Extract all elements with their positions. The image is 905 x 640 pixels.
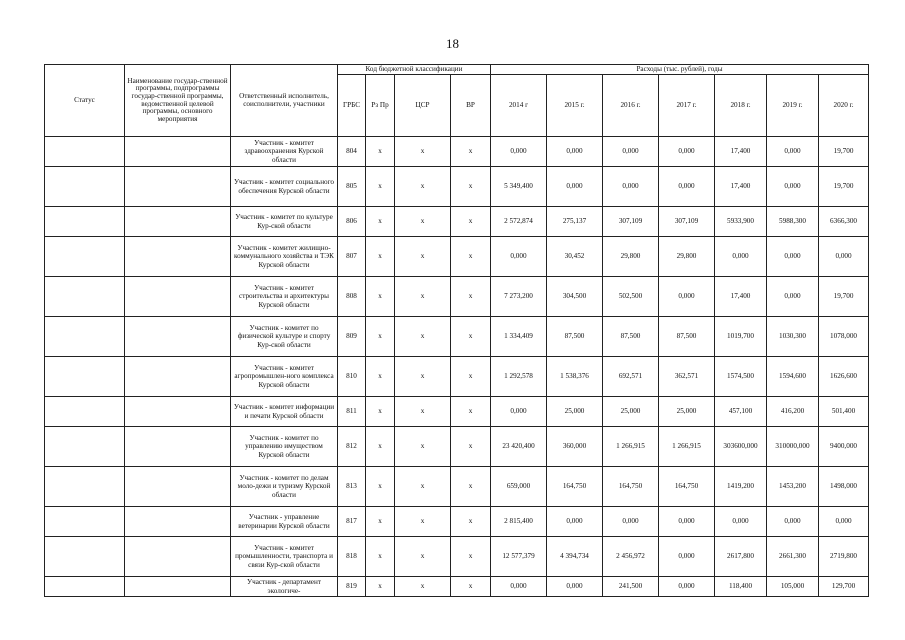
csr-cell: х <box>395 317 451 357</box>
expense-value-cell: 0,000 <box>603 167 659 207</box>
table-row <box>45 577 869 597</box>
status-cell <box>45 427 125 467</box>
program-name-cell <box>125 467 231 507</box>
csr-cell: х <box>395 277 451 317</box>
vr-cell: х <box>451 427 491 467</box>
expense-value-cell: 659,000 <box>491 467 547 507</box>
expense-value-cell: 0,000 <box>547 507 603 537</box>
program-name-cell <box>125 277 231 317</box>
vr-cell: х <box>451 507 491 537</box>
expense-value-cell: 0,000 <box>715 237 767 277</box>
vr-cell: х <box>451 137 491 167</box>
expense-value-cell: 87,500 <box>659 317 715 357</box>
participant-cell: Участник - комитет здравоохранения Курской области <box>231 137 338 167</box>
expense-value-cell: 0,000 <box>547 137 603 167</box>
csr-cell: х <box>395 537 451 577</box>
expense-value-cell: 1626,600 <box>819 357 869 397</box>
expense-value-cell: 502,500 <box>603 277 659 317</box>
vr-cell: х <box>451 537 491 577</box>
table-row <box>45 237 869 277</box>
vr-cell: х <box>451 167 491 207</box>
expense-value-cell: 0,000 <box>659 537 715 577</box>
expense-value-cell: 9400,000 <box>819 427 869 467</box>
header-program-name: Наименование государ-ственной программы, подпрограммы государ-ственной программы, ведомственной целевой программы, основного мероприятия <box>125 65 231 137</box>
expense-value-cell: 105,000 <box>767 577 819 597</box>
expense-value-cell: 362,571 <box>659 357 715 397</box>
expense-value-cell: 17,400 <box>715 277 767 317</box>
expense-value-cell: 25,000 <box>547 397 603 427</box>
rzpr-cell: х <box>366 137 395 167</box>
expense-value-cell: 307,109 <box>603 207 659 237</box>
csr-cell: х <box>395 357 451 397</box>
rzpr-cell: х <box>366 427 395 467</box>
rzpr-cell: х <box>366 537 395 577</box>
expense-value-cell: 1078,000 <box>819 317 869 357</box>
participant-cell: Участник - комитет агропромышлен-ного комплекса Курской области <box>231 357 338 397</box>
expense-value-cell: 457,100 <box>715 397 767 427</box>
grbs-cell: 817 <box>338 507 366 537</box>
status-cell <box>45 167 125 207</box>
header-expenses: Расходы (тыс. рублей), годы <box>491 65 869 75</box>
expense-value-cell: 17,400 <box>715 137 767 167</box>
program-name-cell <box>125 577 231 597</box>
participant-cell: Участник - комитет социального обеспечения Курской области <box>231 167 338 207</box>
participant-cell: Участник - комитет по культуре Кур-ской области <box>231 207 338 237</box>
participant-cell: Участник - комитет жилищно-коммунального хозяйства и ТЭК Курской области <box>231 237 338 277</box>
expense-value-cell: 0,000 <box>547 167 603 207</box>
expense-value-cell: 19,700 <box>819 137 869 167</box>
header-code-grbs: ГРБС <box>338 75 366 137</box>
rzpr-cell: х <box>366 577 395 597</box>
expense-value-cell: 129,700 <box>819 577 869 597</box>
expense-value-cell: 0,000 <box>491 577 547 597</box>
expense-value-cell: 19,700 <box>819 277 869 317</box>
expense-value-cell: 1 538,376 <box>547 357 603 397</box>
status-cell <box>45 317 125 357</box>
table-row <box>45 137 869 167</box>
expense-value-cell: 241,500 <box>603 577 659 597</box>
rzpr-cell: х <box>366 167 395 207</box>
participant-cell: Участник - комитет промышленности, транспорта и связи Кур-ской области <box>231 537 338 577</box>
header-year-2018: 2018 г. <box>715 75 767 137</box>
expenses-table <box>44 64 869 597</box>
expense-value-cell: 2 572,874 <box>491 207 547 237</box>
status-cell <box>45 207 125 237</box>
expense-value-cell: 0,000 <box>659 137 715 167</box>
expense-value-cell: 416,200 <box>767 397 819 427</box>
header-code-vr: ВР <box>451 75 491 137</box>
grbs-cell: 807 <box>338 237 366 277</box>
csr-cell: х <box>395 467 451 507</box>
expense-value-cell: 118,400 <box>715 577 767 597</box>
grbs-cell: 819 <box>338 577 366 597</box>
expense-value-cell: 0,000 <box>547 577 603 597</box>
csr-cell: х <box>395 237 451 277</box>
status-cell <box>45 397 125 427</box>
header-year-2020: 2020 г. <box>819 75 869 137</box>
expense-value-cell: 1594,600 <box>767 357 819 397</box>
expense-value-cell: 0,000 <box>491 237 547 277</box>
expense-value-cell: 0,000 <box>491 397 547 427</box>
expense-value-cell: 23 420,400 <box>491 427 547 467</box>
expense-value-cell: 2617,800 <box>715 537 767 577</box>
program-name-cell <box>125 317 231 357</box>
expense-value-cell: 1498,000 <box>819 467 869 507</box>
grbs-cell: 808 <box>338 277 366 317</box>
expense-value-cell: 5933,900 <box>715 207 767 237</box>
status-cell <box>45 537 125 577</box>
expense-value-cell: 692,571 <box>603 357 659 397</box>
header-year-2015: 2015 г. <box>547 75 603 137</box>
expense-value-cell: 25,000 <box>603 397 659 427</box>
vr-cell: х <box>451 357 491 397</box>
program-name-cell <box>125 137 231 167</box>
expense-value-cell: 0,000 <box>767 507 819 537</box>
expense-value-cell: 1019,700 <box>715 317 767 357</box>
expense-value-cell: 164,750 <box>659 467 715 507</box>
expense-value-cell: 1 266,915 <box>659 427 715 467</box>
table-row <box>45 427 869 467</box>
grbs-cell: 806 <box>338 207 366 237</box>
program-name-cell <box>125 427 231 467</box>
header-year-2017: 2017 г. <box>659 75 715 137</box>
rzpr-cell: х <box>366 467 395 507</box>
expense-value-cell: 1453,200 <box>767 467 819 507</box>
status-cell <box>45 237 125 277</box>
expense-value-cell: 2661,300 <box>767 537 819 577</box>
expense-value-cell: 0,000 <box>767 237 819 277</box>
table-row <box>45 317 869 357</box>
grbs-cell: 810 <box>338 357 366 397</box>
expense-value-cell: 1 334,409 <box>491 317 547 357</box>
table-row <box>45 167 869 207</box>
program-name-cell <box>125 207 231 237</box>
program-name-cell <box>125 397 231 427</box>
expense-value-cell: 0,000 <box>659 507 715 537</box>
csr-cell: х <box>395 507 451 537</box>
expense-value-cell: 7 273,200 <box>491 277 547 317</box>
vr-cell: х <box>451 317 491 357</box>
grbs-cell: 818 <box>338 537 366 577</box>
expense-value-cell: 12 577,379 <box>491 537 547 577</box>
grbs-cell: 811 <box>338 397 366 427</box>
expense-value-cell: 2 815,400 <box>491 507 547 537</box>
expense-value-cell: 310000,000 <box>767 427 819 467</box>
rzpr-cell: х <box>366 207 395 237</box>
expense-value-cell: 25,000 <box>659 397 715 427</box>
table-row <box>45 277 869 317</box>
expense-value-cell: 19,700 <box>819 167 869 207</box>
expense-value-cell: 1 292,578 <box>491 357 547 397</box>
status-cell <box>45 577 125 597</box>
expense-value-cell: 0,000 <box>819 507 869 537</box>
rzpr-cell: х <box>366 237 395 277</box>
table-row <box>45 357 869 397</box>
header-year-2016: 2016 г. <box>603 75 659 137</box>
expense-value-cell: 87,500 <box>547 317 603 357</box>
expense-value-cell: 5 349,400 <box>491 167 547 207</box>
status-cell <box>45 277 125 317</box>
program-name-cell <box>125 537 231 577</box>
csr-cell: х <box>395 167 451 207</box>
csr-cell: х <box>395 137 451 167</box>
expense-value-cell: 1030,300 <box>767 317 819 357</box>
status-cell <box>45 507 125 537</box>
expense-value-cell: 1 266,915 <box>603 427 659 467</box>
expense-value-cell: 0,000 <box>491 137 547 167</box>
vr-cell: х <box>451 207 491 237</box>
participant-cell: Участник - департамент экологиче- <box>231 577 338 597</box>
table-row <box>45 467 869 507</box>
expense-value-cell: 1574,500 <box>715 357 767 397</box>
expense-value-cell: 5988,300 <box>767 207 819 237</box>
expense-value-cell: 4 394,734 <box>547 537 603 577</box>
table-body <box>45 137 869 597</box>
participant-cell: Участник - комитет строительства и архитектуры Курской области <box>231 277 338 317</box>
participant-cell: Участник - управление ветеринарии Курской области <box>231 507 338 537</box>
expense-value-cell: 1419,200 <box>715 467 767 507</box>
expense-value-cell: 0,000 <box>767 137 819 167</box>
header-code-csr: ЦСР <box>395 75 451 137</box>
csr-cell: х <box>395 207 451 237</box>
rzpr-cell: х <box>366 507 395 537</box>
program-name-cell <box>125 357 231 397</box>
expense-value-cell: 29,800 <box>603 237 659 277</box>
expense-value-cell: 0,000 <box>603 507 659 537</box>
expense-value-cell: 0,000 <box>767 167 819 207</box>
grbs-cell: 805 <box>338 167 366 207</box>
expense-value-cell: 0,000 <box>767 277 819 317</box>
vr-cell: х <box>451 577 491 597</box>
expense-value-cell: 87,500 <box>603 317 659 357</box>
status-cell <box>45 467 125 507</box>
expense-value-cell: 29,800 <box>659 237 715 277</box>
table-row <box>45 537 869 577</box>
grbs-cell: 813 <box>338 467 366 507</box>
rzpr-cell: х <box>366 357 395 397</box>
expense-value-cell: 0,000 <box>659 167 715 207</box>
status-cell <box>45 137 125 167</box>
rzpr-cell: х <box>366 317 395 357</box>
rzpr-cell: х <box>366 397 395 427</box>
table-row <box>45 207 869 237</box>
expense-value-cell: 0,000 <box>603 137 659 167</box>
expense-value-cell: 304,500 <box>547 277 603 317</box>
csr-cell: х <box>395 577 451 597</box>
expense-value-cell: 6366,300 <box>819 207 869 237</box>
expense-value-cell: 0,000 <box>659 577 715 597</box>
expense-value-cell: 17,400 <box>715 167 767 207</box>
program-name-cell <box>125 167 231 207</box>
expense-value-cell: 164,750 <box>603 467 659 507</box>
grbs-cell: 809 <box>338 317 366 357</box>
vr-cell: х <box>451 467 491 507</box>
participant-cell: Участник - комитет информации и печати Курской области <box>231 397 338 427</box>
page-number: 18 <box>446 36 459 51</box>
header-responsible: Ответственный исполнитель, соисполнители, участники <box>231 65 338 137</box>
expense-value-cell: 303600,000 <box>715 427 767 467</box>
expense-value-cell: 0,000 <box>659 277 715 317</box>
expense-value-cell: 0,000 <box>715 507 767 537</box>
expense-value-cell: 307,109 <box>659 207 715 237</box>
header-status: Статус <box>45 65 125 137</box>
vr-cell: х <box>451 397 491 427</box>
expense-value-cell: 275,137 <box>547 207 603 237</box>
vr-cell: х <box>451 237 491 277</box>
vr-cell: х <box>451 277 491 317</box>
header-year-2014: 2014 г <box>491 75 547 137</box>
header-budget-code: Код бюджетной классификации <box>338 65 491 75</box>
participant-cell: Участник - комитет по управлению имуществом Курской области <box>231 427 338 467</box>
expense-value-cell: 30,452 <box>547 237 603 277</box>
table-row <box>45 397 869 427</box>
expense-value-cell: 0,000 <box>819 237 869 277</box>
expense-value-cell: 501,400 <box>819 397 869 427</box>
program-name-cell <box>125 507 231 537</box>
header-code-rzpr: Рз Пр <box>366 75 395 137</box>
rzpr-cell: х <box>366 277 395 317</box>
header-year-2019: 2019 г. <box>767 75 819 137</box>
table-row <box>45 507 869 537</box>
program-name-cell <box>125 237 231 277</box>
participant-cell: Участник - комитет по физической культуре и спорту Кур-ской области <box>231 317 338 357</box>
participant-cell: Участник - комитет по делам моло-дежи и туризму Курской области <box>231 467 338 507</box>
expense-value-cell: 2719,800 <box>819 537 869 577</box>
csr-cell: х <box>395 427 451 467</box>
expense-value-cell: 360,000 <box>547 427 603 467</box>
grbs-cell: 804 <box>338 137 366 167</box>
expense-value-cell: 2 456,972 <box>603 537 659 577</box>
csr-cell: х <box>395 397 451 427</box>
grbs-cell: 812 <box>338 427 366 467</box>
expense-value-cell: 164,750 <box>547 467 603 507</box>
status-cell <box>45 357 125 397</box>
